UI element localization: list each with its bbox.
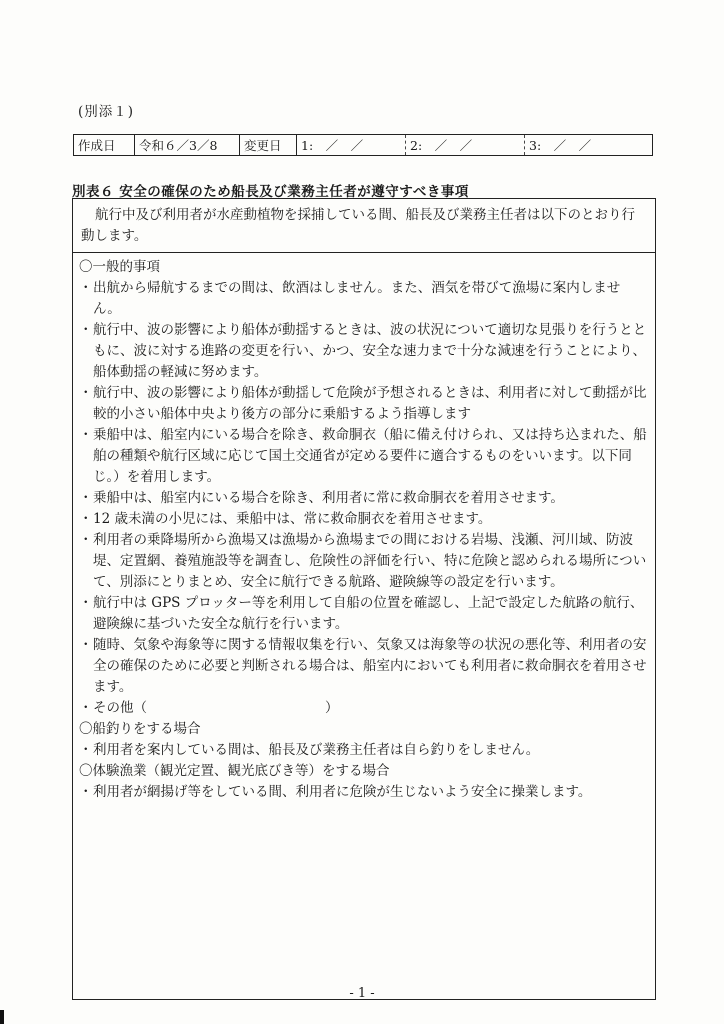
change-2: 2: ／ ／ [406,135,525,156]
general-item [79,509,647,530]
changed-label: 変更日 [240,135,297,156]
experience-item [79,782,647,803]
general-item [79,278,647,320]
bullet-mark: ・ [79,490,93,506]
experience-item-text: 利用者が網揚げ等をしている間、利用者に危険が生じないよう安全に操業します。 [93,784,592,800]
general-item-text: 利用者の乗降場所から漁場又は漁場から漁場までの間における岩場、浅瀬、河川域、防波堤、定置網、養殖施設等を調査し、危険性の評価を行い、特に危険と認められる場所について、別添にとりまとめ、安全に航行できる航路、避険線等の設定を行います。 [93,532,647,590]
general-item [79,530,647,593]
general-item-text: 随時、気象や海象等に関する情報収集を行い、気象又は海象等の状況の悪化等、利用者の安全の確保のために必要と判断される場合は、船室内においても利用者に救命胴衣を着用させます。 [93,637,647,695]
other-open: その他（ [93,700,147,716]
experience-heading: 〇体験漁業（観光定置、観光底びき等）をする場合 [79,763,390,779]
bullet-mark: ・ [79,700,93,716]
bullet-mark: ・ [79,280,93,296]
rules-box [72,198,656,1000]
meta-table [73,134,653,156]
general-item-text: 航行中、波の影響により船体が動揺するときは、波の状況について適切な見張りを行うとともに、波に対する進路の変更を行い、かつ、安全な速力まで十分な減速を行うことにより、船体動揺の軽減に努めます。 [93,322,647,380]
created-value: 令和６／3／8 [135,135,240,156]
bullet-mark: ・ [79,595,93,611]
bullet-mark: ・ [79,742,93,758]
bullet-mark: ・ [79,637,93,653]
change-1: 1: ／ ／ [297,135,406,156]
general-item [79,635,647,698]
general-item-text: 12 歳未満の小児には、乗船中は、常に救命胴衣を着用させます。 [93,511,492,527]
intro-text: 航行中及び利用者が水産動植物を採捕している間、船長及び業務主任者は以下のとおり行動します。 [73,199,655,253]
general-item [79,425,647,488]
general-item [79,488,647,509]
change-3: 3: ／ ／ [525,135,653,156]
general-item-text: 乗船中は、船室内にいる場合を除き、救命胴衣（船に備え付けられ、又は持ち込まれた、船舶の種類や航行区域に応じて国土交通省が定める要件に適合するものをいいます。以下同じ。）を着用します。 [93,427,647,485]
bullet-mark: ・ [79,784,93,800]
page-number: - 1 - [349,986,375,1001]
other-item [79,698,647,719]
general-item-text: 出航から帰航するまでの間は、飲酒はしません。また、酒気を帯びて漁場に案内しません。 [93,280,621,317]
scan-edge-mark [0,1010,4,1024]
general-heading: 〇一般的事項 [79,259,160,275]
bullet-mark: ・ [79,322,93,338]
bullet-mark: ・ [79,532,93,548]
general-item [79,593,647,635]
fishing-heading: 〇船釣りをする場合 [79,721,201,737]
general-list [79,278,647,698]
general-item-text: 航行中、波の影響により船体が動揺して危険が予想されるときは、利用者に対して動揺が比較的小さい船体中央より後方の部分に乗船するよう指導します [93,385,647,422]
general-item-text: 航行中は GPS プロッター等を利用して自船の位置を確認し、上記で設定した航路の航行、避険線に基づいた安全な航行を行います。 [93,595,644,632]
rules-content [73,253,655,803]
fishing-item [79,740,647,761]
created-label: 作成日 [74,135,135,156]
section-title: 別表６ 安全の確保のため船長及び業務主任者が遵守すべき事項 [72,184,469,200]
general-item [79,320,647,383]
general-item-text: 乗船中は、船室内にいる場合を除き、利用者に常に救命胴衣を着用させます。 [93,490,564,506]
fishing-item-text: 利用者を案内している間は、船長及び業務主任者は自ら釣りをしません。 [93,742,540,758]
general-item [79,383,647,425]
attachment-label: (別添１) [78,104,135,120]
other-close: ） [325,700,339,716]
bullet-mark: ・ [79,385,93,401]
bullet-mark: ・ [79,511,93,527]
bullet-mark: ・ [79,427,93,443]
